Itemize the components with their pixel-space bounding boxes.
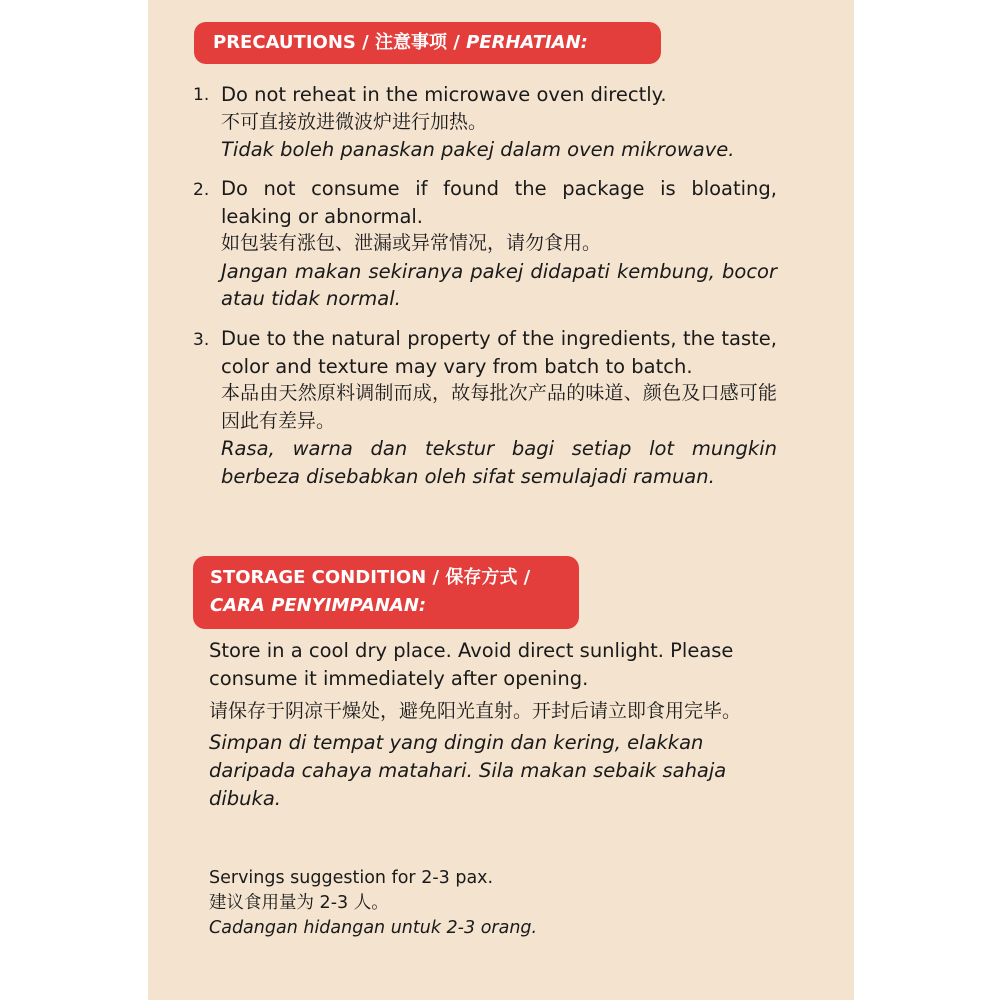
precautions-header-en: PRECAUTIONS xyxy=(213,32,356,53)
precaution-number-2: 2. xyxy=(193,180,210,200)
storage-header-zh: 保存方式 xyxy=(445,567,518,588)
storage-instructions xyxy=(209,637,799,813)
servings-zh: 建议食用量为 2-3 人。 xyxy=(209,893,389,913)
storage-ms: Simpan di tempat yang dingin dan kering, elakkan daripada cahaya matahari. Sila makan sebaik sahaja dibuka. xyxy=(209,731,727,810)
precautions-header-sep1: / xyxy=(355,32,375,53)
precaution-1-ms: Tidak boleh panaskan pakej dalam oven mikrowave. xyxy=(221,138,735,161)
precautions-header-zh: 注意事项 xyxy=(374,32,447,53)
servings-ms: Cadangan hidangan untuk 2-3 orang. xyxy=(209,918,538,938)
storage-en: Store in a cool dry place. Avoid direct sunlight. Please consume it immediately after opening. xyxy=(209,639,734,690)
precaution-2-ms: Jangan makan sekiranya pakej didapati kembung, bocor atau tidak normal. xyxy=(221,259,777,310)
servings-en: Servings suggestion for 2-3 pax. xyxy=(209,868,494,888)
precaution-1-zh: 不可直接放进微波炉进行加热。 xyxy=(221,110,488,133)
storage-header-sep1: / xyxy=(426,567,446,588)
servings-suggestion xyxy=(209,866,769,941)
storage-header-sep2: / xyxy=(517,567,531,588)
precaution-2-zh: 如包装有涨包、泄漏或异常情况，请勿食用。 xyxy=(221,232,602,254)
precautions-header-sep2: / xyxy=(446,32,467,53)
storage-zh: 请保存于阴凉干燥处，避免阳光直射。开封后请立即食用完毕。 xyxy=(209,700,742,722)
precaution-3-ms: Rasa, warna dan tekstur bagi setiap lot mungkin berbeza disebabkan oleh sifat semulajadi ramuan. xyxy=(221,437,777,488)
precaution-item-3 xyxy=(221,325,777,490)
storage-header xyxy=(193,556,579,629)
storage-header-en: STORAGE CONDITION xyxy=(210,567,427,588)
precaution-2-en: Do not consume if found the package is bloating, leaking or abnormal. xyxy=(221,177,777,228)
precaution-number-1: 1. xyxy=(193,85,210,105)
precaution-number-3: 3. xyxy=(193,330,210,350)
precaution-item-2 xyxy=(221,175,777,313)
precaution-3-en: Due to the natural property of the ingredients, the taste, color and texture may vary from batch to batch. xyxy=(221,327,777,378)
precautions-header xyxy=(194,22,661,64)
storage-header-ms: CARA PENYIMPANAN: xyxy=(210,595,427,616)
precaution-item-1 xyxy=(221,81,777,164)
precaution-3-zh: 本品由天然原料调制而成，故每批次产品的味道、颜色及口感可能因此有差异。 xyxy=(221,382,777,432)
precautions-header-ms: PERHATIAN: xyxy=(466,32,588,53)
precaution-1-en: Do not reheat in the microwave oven directly. xyxy=(221,83,667,106)
